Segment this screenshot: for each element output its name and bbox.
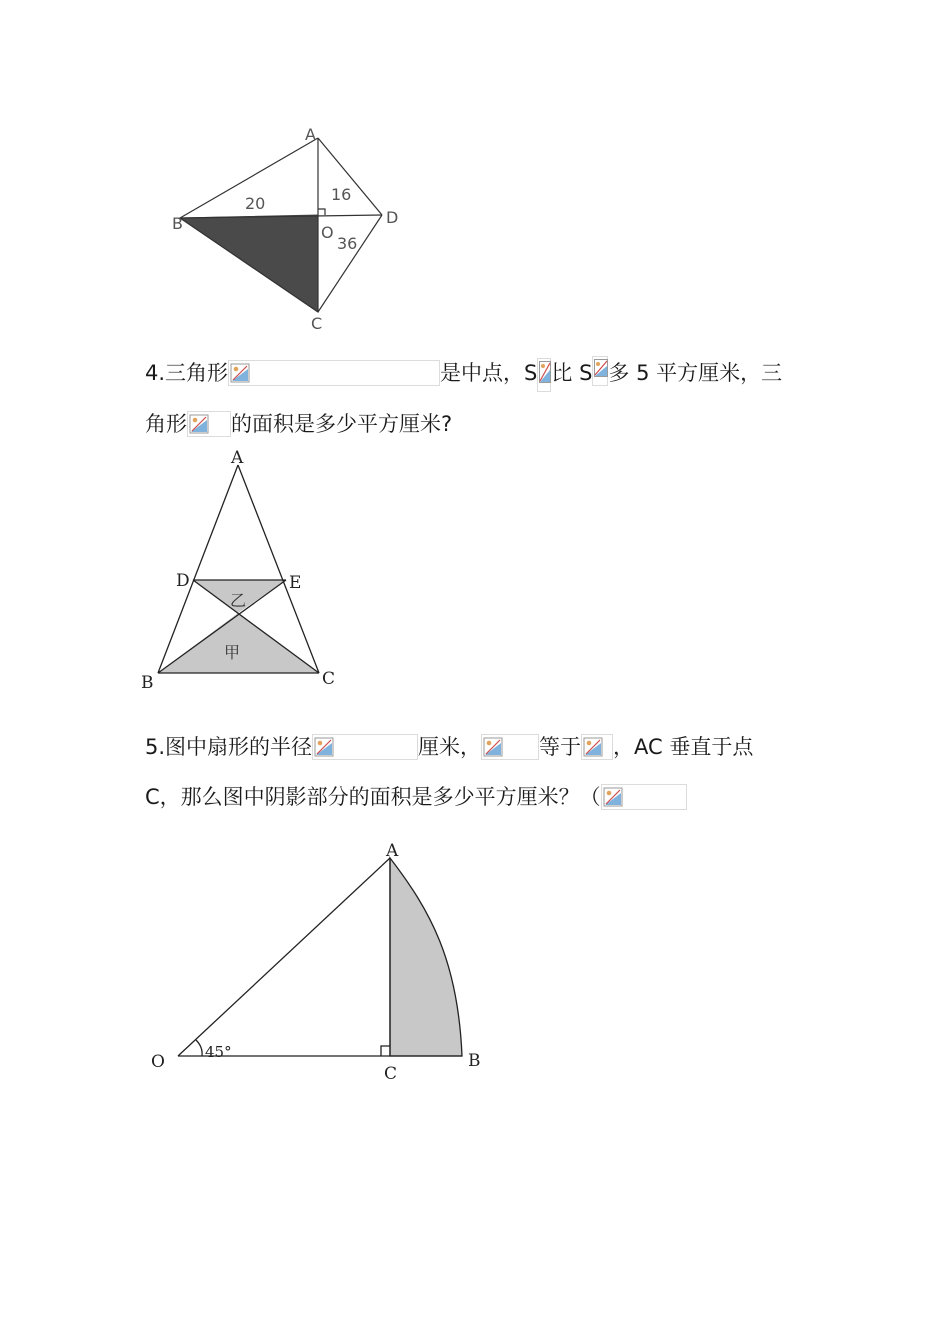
q5-text-2: 厘米， (418, 735, 482, 759)
broken-image-icon (483, 737, 503, 757)
angle-arc (196, 1040, 202, 1056)
figure-quadrilateral (160, 118, 420, 338)
label-b: B (172, 214, 183, 233)
label-c: C (322, 669, 336, 689)
q5-text-5: C，那么图中阴影部分的面积是多少平方厘米？（ (145, 785, 601, 809)
label-a: A (231, 448, 244, 468)
broken-image-icon (594, 359, 608, 377)
length-bo: 20 (245, 194, 266, 213)
q5-text-1: 5.图中扇形的半径 (145, 735, 313, 759)
q5-text-4: ，AC 垂直于点 (613, 735, 754, 759)
formula-placeholder (481, 734, 539, 760)
shaded-region-acb (390, 858, 462, 1056)
label-b: B (468, 1051, 481, 1071)
label-c: C (311, 314, 323, 333)
formula-placeholder (592, 356, 608, 386)
q5-line-1 (145, 732, 753, 762)
q4-text-3: 比 S (551, 361, 593, 385)
broken-image-icon (230, 363, 250, 383)
label-d: D (386, 208, 399, 227)
q4-text-2: 是中点，S (440, 361, 538, 385)
broken-image-icon (314, 737, 334, 757)
label-o: O (321, 223, 334, 242)
angle-label: 45° (205, 1043, 232, 1061)
broken-image-icon (583, 737, 603, 757)
label-c: C (384, 1064, 398, 1084)
q4-line-2 (145, 409, 452, 439)
formula-placeholder (312, 734, 418, 760)
length-od: 36 (337, 234, 358, 253)
broken-image-icon (189, 414, 209, 434)
label-e: E (289, 573, 302, 593)
label-b: B (141, 673, 154, 693)
region-label-yi: 乙 (230, 591, 247, 610)
region-label-jia: 甲 (224, 643, 241, 662)
formula-placeholder (187, 411, 231, 437)
broken-image-icon (539, 361, 551, 383)
q4-line-1 (145, 356, 782, 392)
formula-placeholder (581, 734, 613, 760)
segment-oa (178, 858, 390, 1056)
figure-sector (140, 830, 500, 1090)
broken-image-icon (603, 787, 623, 807)
label-a: A (305, 125, 316, 144)
q4-text-5: 角形 (145, 412, 187, 436)
figure-trapezoid (135, 445, 350, 695)
formula-placeholder (228, 360, 440, 386)
q4-text-4: 多 5 平方厘米，三 (608, 361, 783, 385)
formula-placeholder (537, 358, 551, 392)
right-angle-mark (318, 209, 325, 215)
q4-text-1: 4.三角形 (145, 361, 229, 385)
q4-text-6: 的面积是多少平方厘米? (231, 412, 453, 436)
q5-text-3: 等于 (539, 735, 582, 759)
label-o: O (151, 1052, 165, 1072)
length-ao: 16 (331, 185, 352, 204)
formula-placeholder (601, 784, 687, 810)
right-angle-mark (381, 1046, 390, 1056)
q5-line-2 (145, 782, 687, 812)
label-a: A (386, 841, 399, 861)
label-d: D (176, 571, 190, 591)
